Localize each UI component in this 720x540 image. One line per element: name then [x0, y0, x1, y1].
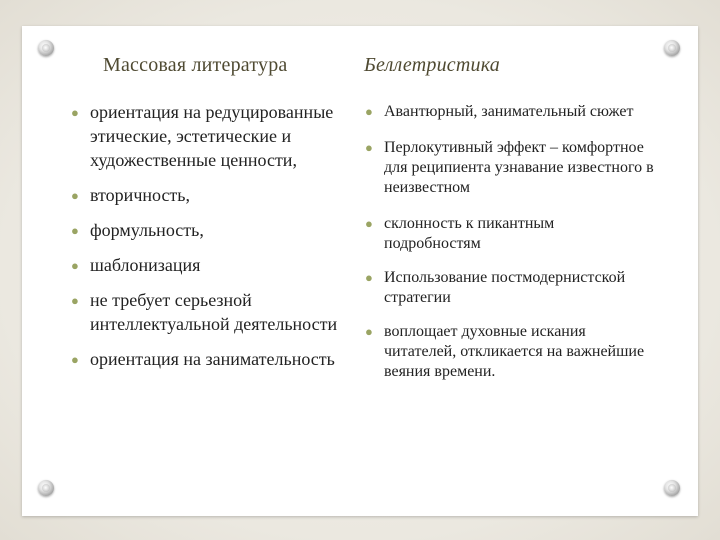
list-item-text: не требует серьезной интеллектуальной деятельности	[90, 290, 338, 334]
bullet-dot-icon: ●	[71, 223, 79, 238]
bullet-dot-icon: ●	[71, 352, 79, 367]
list-item-text: Авантюрный, занимательный сюжет	[384, 103, 634, 120]
list-item	[365, 268, 654, 308]
list-item-text: Перлокутивный эффект – комфортное для реципиента узнавание известного в неизвестном	[384, 139, 654, 196]
bullet-dot-icon: ●	[71, 105, 79, 120]
list-item	[365, 102, 654, 122]
list-item-text: воплощает духовные искания читателей, откликается на важнейшие веяния времени.	[384, 323, 645, 380]
bullet-dot-icon: ●	[71, 258, 79, 273]
list-item	[71, 100, 360, 172]
list-item-text: склонность к пикантным подробностям	[384, 215, 555, 252]
bullet-dot-icon: ●	[365, 216, 373, 231]
heading-mass-literature: Массовая литература	[103, 54, 288, 76]
bullet-dot-icon: ●	[365, 324, 373, 339]
list-item	[365, 138, 654, 198]
list-item-text: Использование постмодернистской стратегии	[384, 269, 626, 306]
list-item-text: формульность,	[90, 220, 204, 240]
list-item-text: шаблонизация	[90, 255, 201, 275]
pin-icon-bottom-left	[38, 480, 54, 496]
pin-icon-top-left	[38, 40, 54, 56]
bullet-dot-icon: ●	[365, 104, 373, 119]
list-item	[71, 288, 360, 336]
list-item	[71, 253, 360, 277]
heading-belles-lettres: Беллетристика	[364, 54, 500, 76]
list-item	[71, 347, 360, 371]
list-item-text: вторичность,	[90, 185, 191, 205]
list-item	[365, 214, 654, 254]
mass-literature-list	[71, 100, 360, 382]
list-item-text: ориентация на редуцированные этические, эстетические и художественные ценности,	[90, 102, 334, 170]
bullet-dot-icon: ●	[365, 270, 373, 285]
bullet-dot-icon: ●	[365, 140, 373, 155]
bullet-dot-icon: ●	[71, 293, 79, 308]
belles-lettres-list	[365, 102, 654, 382]
list-item-text: ориентация на занимательность	[90, 349, 335, 369]
list-item	[71, 183, 360, 207]
pin-icon-top-right	[664, 40, 680, 56]
list-item	[365, 322, 654, 382]
pin-icon-bottom-right	[664, 480, 680, 496]
list-item	[71, 218, 360, 242]
bullet-dot-icon: ●	[71, 188, 79, 203]
